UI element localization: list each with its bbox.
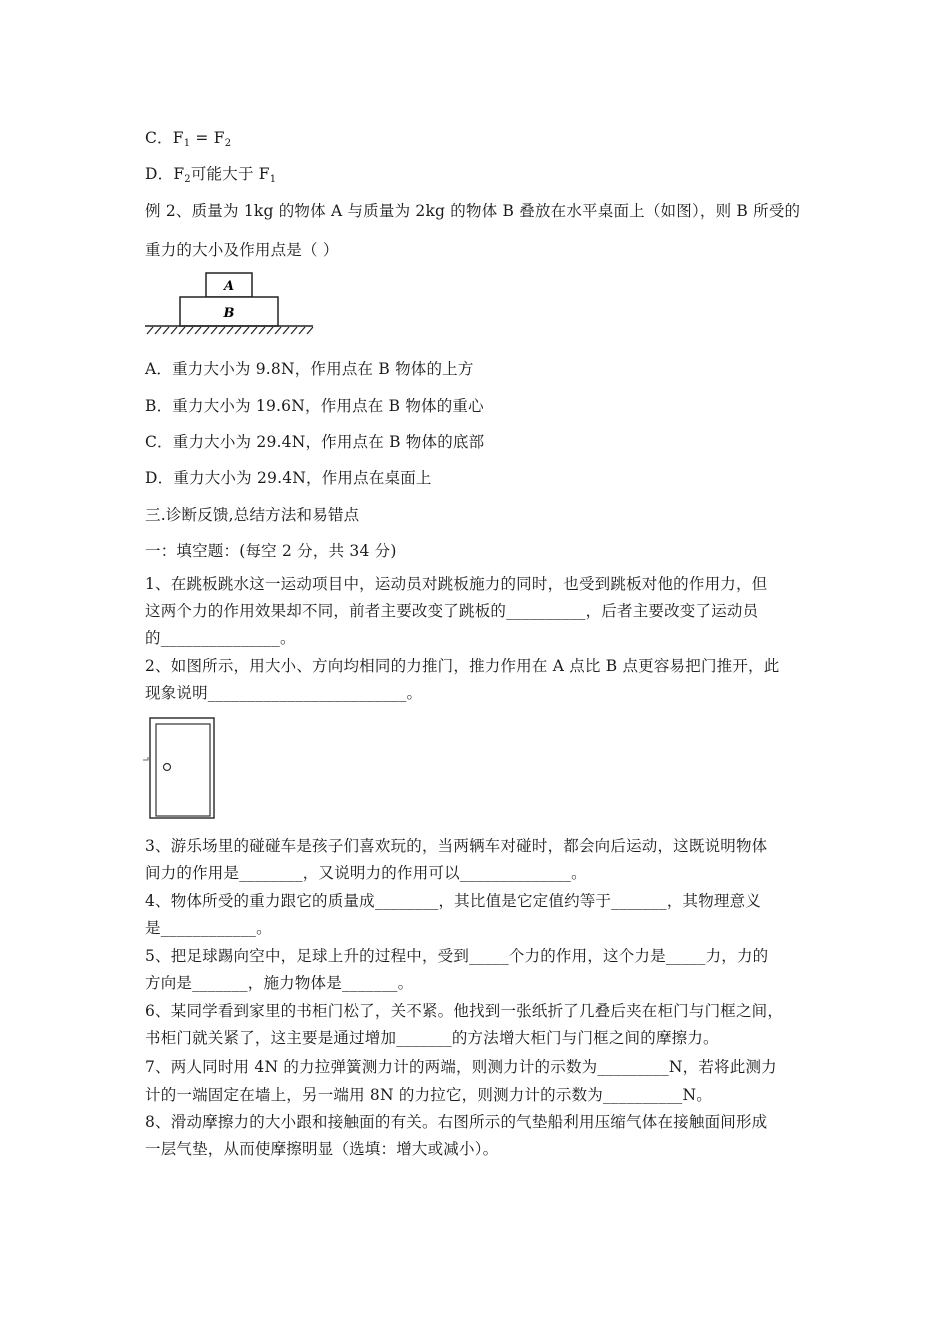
q5-line1: 5、把足球踢向空中，足球上升的过程中，受到_____个力的作用，这个力是_____力，力的 bbox=[145, 947, 769, 965]
example2-option-a: A．重力大小为 9.8N，作用点在 B 物体的上方 bbox=[145, 360, 474, 378]
section3-title: 三.诊断反馈,总结方法和易错点 bbox=[145, 506, 360, 524]
q2-line2: 现象说明_________________________。 bbox=[145, 684, 423, 702]
q6-line2: 书柜门就关紧了，这主要是通过增加_______的方法增大柜门与门框之间的摩擦力。 bbox=[145, 1029, 719, 1047]
return-mark bbox=[143, 757, 148, 760]
q4-line1: 4、物体所受的重力跟它的质量成________，其比值是它定值约等于_______，其物理意义 bbox=[145, 892, 762, 910]
q7-line2: 计的一端固定在墙上，另一端用 8N 的力拉它，则测力计的示数为__________N。 bbox=[145, 1086, 712, 1104]
q2-line1: 2、如图所示，用大小、方向均相同的力推门，推力作用在 A 点比 B 点更容易把门推开，此 bbox=[145, 657, 780, 675]
q3-line2: 间力的作用是________，又说明力的作用可以______________。 bbox=[145, 864, 587, 882]
q3-line1: 3、游乐场里的碰碰车是孩子们喜欢玩的，当两辆车对碰时，都会向后运动，这既说明物体 bbox=[145, 837, 768, 855]
q6-line1: 6、某同学看到家里的书柜门松了，关不紧。他找到一张纸折了几叠后夹在柜门与门框之间， bbox=[145, 1002, 784, 1020]
q1-line3: 的_______________。 bbox=[145, 629, 296, 647]
example2-option-c: C．重力大小为 29.4N，作用点在 B 物体的底部 bbox=[145, 433, 485, 451]
block-a-label: A bbox=[223, 279, 235, 294]
block-b-label: B bbox=[223, 306, 235, 321]
option-d-prev: D．$F_2$可能大于 $F_1$ bbox=[145, 165, 277, 185]
part1-title: 一：填空题：(每空 2 分，共 34 分) bbox=[145, 542, 397, 560]
example2-line1: 例 2、质量为 1kg 的物体 A 与质量为 2kg 的物体 B 叠放在水平桌面上（如图），则 B 所受的 bbox=[145, 202, 801, 220]
q1-line2: 这两个力的作用效果却不同，前者主要改变了跳板的__________，后者主要改变了运动员 bbox=[145, 602, 759, 620]
door-figure bbox=[140, 716, 220, 821]
ground-hatching bbox=[147, 327, 313, 334]
example2-option-b: B．重力大小为 19.6N，作用点在 B 物体的重心 bbox=[145, 397, 484, 415]
q1-line1: 1、在跳板跳水这一运动项目中，运动员对跳板施力的同时，也受到跳板对他的作用力，但 bbox=[145, 575, 768, 593]
q7-line1: 7、两人同时用 4N 的力拉弹簧测力计的两端，则测力计的示数为_________N，若将此测力 bbox=[145, 1058, 777, 1076]
q4-line2: 是____________。 bbox=[145, 919, 272, 937]
q8-line2: 一层气垫，从而使摩擦明显（选填：增大或减小）。 bbox=[145, 1140, 499, 1158]
example2-option-d: D．重力大小为 29.4N，作用点在桌面上 bbox=[145, 469, 432, 487]
door-panel bbox=[156, 724, 210, 816]
q5-line2: 方向是_______，施力物体是_______。 bbox=[145, 974, 414, 992]
option-c-prev: C．$F_1 = F_2$ bbox=[145, 129, 232, 149]
example2-line2: 重力的大小及作用点是（ ） bbox=[145, 241, 339, 259]
door-knob bbox=[164, 764, 171, 771]
stacked-blocks-figure bbox=[143, 268, 318, 336]
q8-line1: 8、滑动摩擦力的大小跟和接触面的有关。右图所示的气垫船利用压缩气体在接触面间形成 bbox=[145, 1113, 768, 1131]
